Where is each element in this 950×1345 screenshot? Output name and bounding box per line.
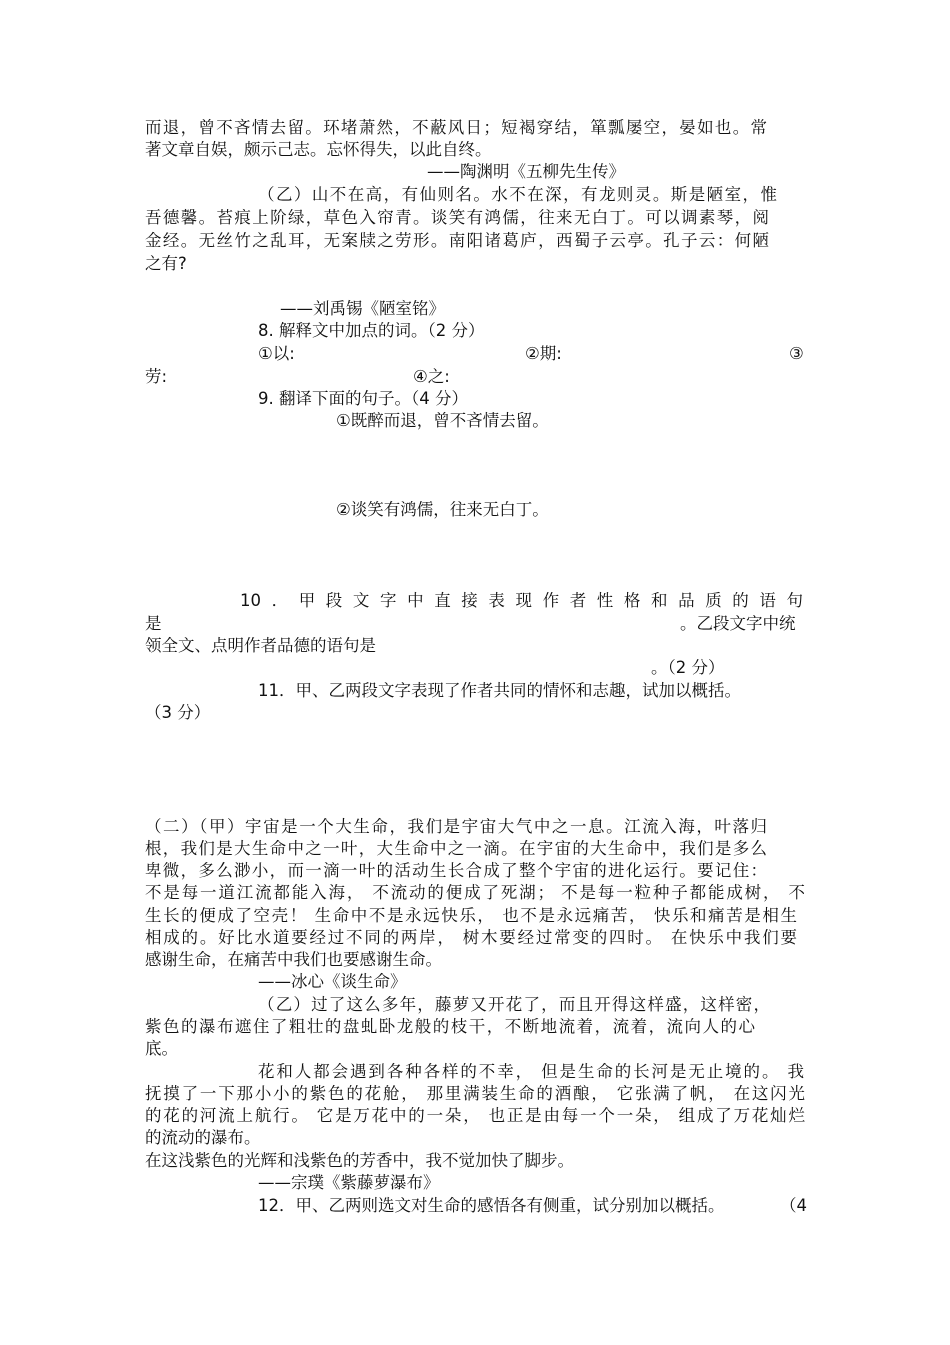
q8-item-2: ②期: [525,344,562,363]
q10-line-4: 。（2 分） [651,658,725,677]
passage2-yi-line-3: 底。 [145,1039,178,1058]
passage2-yi2-line-3: 的花的河流上航行。 它是万花中的一朵， 也正是由每一个一朵， 组成了万花灿烂 [145,1106,805,1125]
passage2-yi2-line-5: 在这浅紫色的光辉和浅紫色的芳香中，我不觉加快了脚步。 [145,1151,574,1170]
passage2-jia-line-4: 不是每一道江流都能入海， 不流动的便成了死湖； 不是每一粒种子都能成树， 不 [145,883,805,902]
passage1-yi-line-4: 之有? [145,254,187,273]
passage1-yi-source: ——刘禹锡《陋室铭》 [280,299,445,318]
passage2-yi2-line-4: 的流动的瀑布。 [145,1128,261,1147]
passage1-jia-line-2: 著文章自娱，颇示己志。忘怀得失，以此自终。 [145,140,492,159]
passage2-jia-line-7: 感谢生命，在痛苦中我们也要感谢生命。 [145,950,442,969]
passage1-yi-line-1: （乙）山不在高，有仙则名。水不在深，有龙则灵。斯是陋室，惟 [258,185,777,204]
q9-sentence-1: ①既醉而退，曾不吝情去留。 [336,411,549,430]
passage1-yi-line-3: 金经。无丝竹之乱耳，无案牍之劳形。南阳诸葛庐，西蜀子云亭。孔子云：何陋 [145,231,769,250]
passage2-jia-source: ——冰心《谈生命》 [258,972,407,991]
q9-stem: 9. 翻译下面的句子。（4 分） [258,389,468,408]
q11-line-1: 11．甲、乙两段文字表现了作者共同的情怀和志趣，试加以概括。 [258,681,741,700]
passage1-jia-line-1: 而退，曾不吝情去留。环堵萧然，不蔽风日；短褐穿结，箪瓢屡空，晏如也。常 [145,118,767,137]
q12-mark: （4 [780,1196,807,1215]
passage2-yi-line-2: 紫色的瀑布遮住了粗壮的盘虬卧龙般的枝干，不断地流着，流着，流向人的心 [145,1017,755,1036]
q10-line-2-right: 。乙段文字中统 [680,614,796,633]
q8-item-3-mark: ③ [789,344,804,363]
passage2-jia-line-3: 卑微，多么渺小，而一滴一叶的活动生长合成了整个宇宙的进化运行。要记住： [145,861,767,880]
q8-stem: 8. 解释文中加点的词。（2 分） [258,321,485,340]
q10-line-1: 10．甲段文字中直接表现作者性格和品质的语句 [240,591,803,610]
q8-item-1: ①以: [258,344,295,363]
passage1-jia-source: ——陶渊明《五柳先生传》 [427,162,625,181]
q8-item-4: ④之: [413,367,450,386]
passage2-yi-source: ——宗璞《紫藤萝瀑布》 [258,1173,440,1192]
q9-sentence-2: ②谈笑有鸿儒，往来无白丁。 [336,500,549,519]
passage2-jia-line-5: 生长的便成了空壳！ 生命中不是永远快乐， 也不是永远痛苦， 快乐和痛苦是相生 [145,906,797,925]
passage2-jia-line-1: （二）（甲）宇宙是一个大生命，我们是宇宙大气中之一息。江流入海，叶落归 [145,817,767,836]
passage2-jia-line-2: 根，我们是大生命中之一叶，大生命中之一滴。在宇宙的大生命中，我们是多么 [145,839,767,858]
q12-line-1: 12．甲、乙两则选文对生命的感悟各有侧重，试分别加以概括。 [258,1196,725,1215]
q11-line-2: （3 分） [145,703,211,722]
passage2-yi-line-1: （乙）过了这么多年，藤萝又开花了，而且开得这样盛，这样密， [258,995,770,1014]
passage1-yi-line-2: 吾德馨。苔痕上阶绿，草色入帘青。谈笑有鸿儒，往来无白丁。可以调素琴，阅 [145,208,769,227]
q8-item-3-word: 劳: [145,367,168,386]
q10-line-2-left: 是 [145,614,162,633]
q10-line-3: 领全文、点明作者品德的语句是 [145,636,376,655]
passage2-jia-line-6: 相成的。好比水道要经过不同的两岸， 树木要经过常变的四时。 在快乐中我们要 [145,928,797,947]
passage2-yi2-line-2: 抚摸了一下那小小的紫色的花舱， 那里满装生命的酒酿， 它张满了帆， 在这闪光 [145,1084,805,1103]
passage2-yi2-line-1: 花和人都会遇到各种各样的不幸， 但是生命的长河是无止境的。 我 [258,1062,804,1081]
